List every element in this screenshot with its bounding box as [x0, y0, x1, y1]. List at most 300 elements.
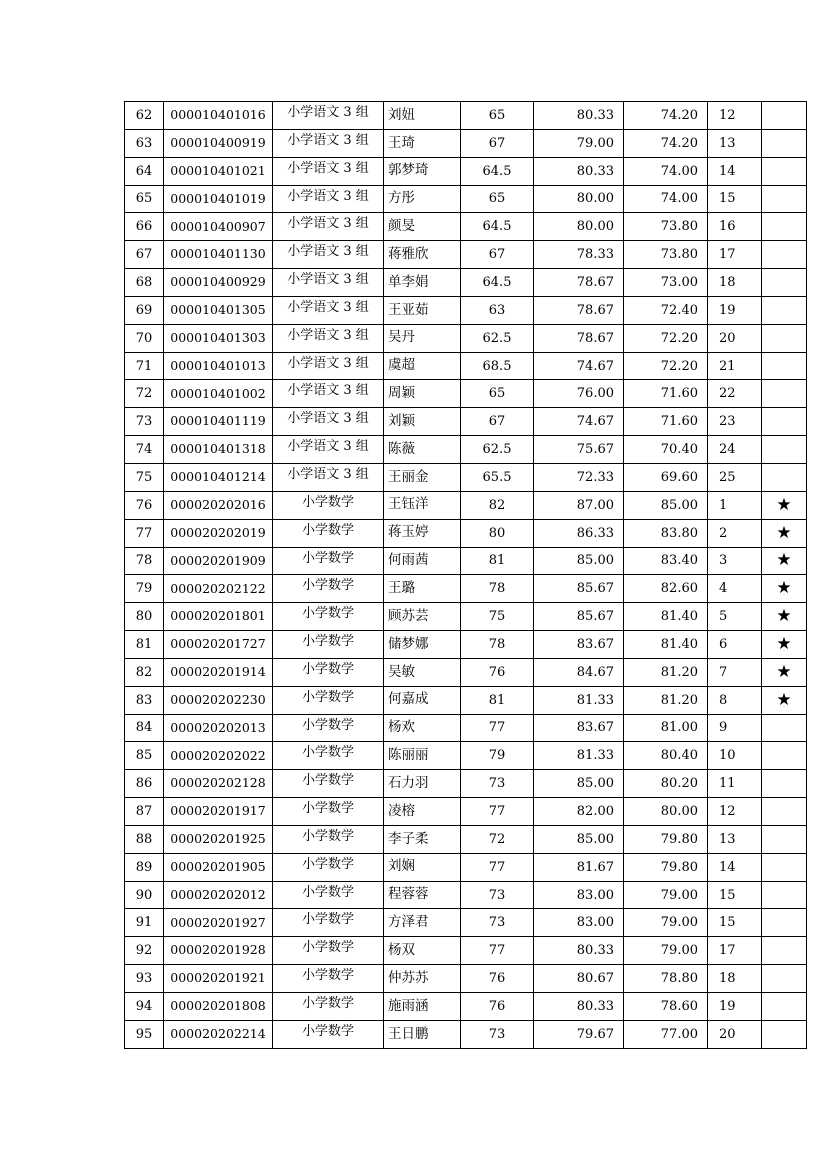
candidate-name: 郭梦琦: [384, 157, 461, 185]
row-number: 74: [125, 436, 164, 464]
table-row: [125, 770, 807, 798]
total-score: 73.80: [624, 241, 708, 269]
interview-score: 75.67: [534, 436, 624, 464]
star-icon: ★: [762, 491, 807, 519]
written-score: 68.5: [461, 352, 534, 380]
total-score: 79.00: [624, 937, 708, 965]
interview-score: 83.67: [534, 631, 624, 659]
table-row: [125, 1020, 807, 1048]
table-row: [125, 993, 807, 1021]
subject-group: 小学数学: [273, 631, 384, 659]
exam-id: 000020202128: [164, 770, 273, 798]
interview-score: 80.00: [534, 185, 624, 213]
exam-id: 000020201808: [164, 993, 273, 1021]
rank: 13: [708, 825, 762, 853]
written-score: 79: [461, 742, 534, 770]
star-icon: [762, 213, 807, 241]
row-number: 65: [125, 185, 164, 213]
rank: 13: [708, 129, 762, 157]
table-row: [125, 157, 807, 185]
table-row: [125, 798, 807, 826]
total-score: 83.40: [624, 547, 708, 575]
exam-id: 000020202122: [164, 575, 273, 603]
interview-score: 83.67: [534, 714, 624, 742]
subject-group: 小学语文 3 组: [273, 269, 384, 297]
candidate-name: 杨双: [384, 937, 461, 965]
candidate-name: 陈丽丽: [384, 742, 461, 770]
subject-group: 小学数学: [273, 658, 384, 686]
subject-group: 小学语文 3 组: [273, 129, 384, 157]
star-icon: [762, 463, 807, 491]
rank: 17: [708, 241, 762, 269]
interview-score: 79.00: [534, 129, 624, 157]
exam-id: 000020201905: [164, 853, 273, 881]
written-score: 73: [461, 770, 534, 798]
subject-group: 小学语文 3 组: [273, 408, 384, 436]
interview-score: 80.33: [534, 102, 624, 130]
exam-id: 000010401013: [164, 352, 273, 380]
exam-id: 000020202012: [164, 881, 273, 909]
table-row: [125, 269, 807, 297]
table-row: [125, 631, 807, 659]
subject-group: 小学语文 3 组: [273, 185, 384, 213]
total-score: 80.00: [624, 798, 708, 826]
interview-score: 78.67: [534, 296, 624, 324]
written-score: 64.5: [461, 213, 534, 241]
interview-score: 80.33: [534, 993, 624, 1021]
exam-id: 000020202013: [164, 714, 273, 742]
subject-group: 小学语文 3 组: [273, 241, 384, 269]
star-icon: [762, 937, 807, 965]
candidate-name: 王琦: [384, 129, 461, 157]
rank: 24: [708, 436, 762, 464]
candidate-name: 蒋玉婷: [384, 519, 461, 547]
candidate-name: 储梦娜: [384, 631, 461, 659]
total-score: 72.20: [624, 352, 708, 380]
rank: 1: [708, 491, 762, 519]
total-score: 80.40: [624, 742, 708, 770]
star-icon: [762, 742, 807, 770]
rank: 23: [708, 408, 762, 436]
row-number: 85: [125, 742, 164, 770]
star-icon: [762, 380, 807, 408]
row-number: 94: [125, 993, 164, 1021]
star-icon: ★: [762, 631, 807, 659]
exam-id: 000010400929: [164, 269, 273, 297]
interview-score: 81.33: [534, 686, 624, 714]
written-score: 64.5: [461, 269, 534, 297]
written-score: 65.5: [461, 463, 534, 491]
written-score: 65: [461, 102, 534, 130]
candidate-name: 石力羽: [384, 770, 461, 798]
exam-id: 000020201909: [164, 547, 273, 575]
written-score: 73: [461, 1020, 534, 1048]
subject-group: 小学数学: [273, 965, 384, 993]
exam-id: 000020201927: [164, 909, 273, 937]
written-score: 65: [461, 185, 534, 213]
row-number: 69: [125, 296, 164, 324]
candidate-name: 王亚茹: [384, 296, 461, 324]
written-score: 67: [461, 241, 534, 269]
row-number: 64: [125, 157, 164, 185]
table-row: [125, 352, 807, 380]
table-row: [125, 102, 807, 130]
written-score: 62.5: [461, 324, 534, 352]
rank: 11: [708, 770, 762, 798]
subject-group: 小学数学: [273, 770, 384, 798]
rank: 12: [708, 798, 762, 826]
candidate-name: 陈薇: [384, 436, 461, 464]
table-row: [125, 686, 807, 714]
candidate-name: 杨欢: [384, 714, 461, 742]
exam-id: 000020201727: [164, 631, 273, 659]
row-number: 84: [125, 714, 164, 742]
exam-id: 000010401305: [164, 296, 273, 324]
exam-id: 000010401318: [164, 436, 273, 464]
candidate-name: 吴丹: [384, 324, 461, 352]
interview-score: 80.33: [534, 937, 624, 965]
interview-score: 85.67: [534, 575, 624, 603]
exam-id: 000020202016: [164, 491, 273, 519]
interview-score: 74.67: [534, 408, 624, 436]
table-row: [125, 241, 807, 269]
rank: 15: [708, 881, 762, 909]
candidate-name: 蒋雅欣: [384, 241, 461, 269]
written-score: 75: [461, 603, 534, 631]
written-score: 81: [461, 686, 534, 714]
exam-id: 000010401130: [164, 241, 273, 269]
rank: 10: [708, 742, 762, 770]
rank: 12: [708, 102, 762, 130]
table-row: [125, 881, 807, 909]
subject-group: 小学语文 3 组: [273, 157, 384, 185]
exam-id: 000020202214: [164, 1020, 273, 1048]
row-number: 80: [125, 603, 164, 631]
subject-group: 小学语文 3 组: [273, 324, 384, 352]
total-score: 71.60: [624, 408, 708, 436]
written-score: 73: [461, 909, 534, 937]
exam-id: 000020202230: [164, 686, 273, 714]
row-number: 72: [125, 380, 164, 408]
star-icon: [762, 296, 807, 324]
table-row: [125, 463, 807, 491]
exam-id: 000020201928: [164, 937, 273, 965]
row-number: 88: [125, 825, 164, 853]
written-score: 77: [461, 937, 534, 965]
interview-score: 79.67: [534, 1020, 624, 1048]
rank: 5: [708, 603, 762, 631]
candidate-name: 单李娟: [384, 269, 461, 297]
row-number: 70: [125, 324, 164, 352]
written-score: 62.5: [461, 436, 534, 464]
table-row: [125, 491, 807, 519]
star-icon: ★: [762, 519, 807, 547]
written-score: 72: [461, 825, 534, 853]
exam-id: 000020201917: [164, 798, 273, 826]
total-score: 70.40: [624, 436, 708, 464]
row-number: 76: [125, 491, 164, 519]
rank: 6: [708, 631, 762, 659]
star-icon: [762, 993, 807, 1021]
candidate-name: 吴敏: [384, 658, 461, 686]
interview-score: 81.67: [534, 853, 624, 881]
written-score: 67: [461, 129, 534, 157]
row-number: 83: [125, 686, 164, 714]
total-score: 81.40: [624, 603, 708, 631]
rank: 14: [708, 853, 762, 881]
exam-id: 000010401303: [164, 324, 273, 352]
rank: 21: [708, 352, 762, 380]
subject-group: 小学语文 3 组: [273, 436, 384, 464]
rank: 19: [708, 296, 762, 324]
candidate-name: 程蓉蓉: [384, 881, 461, 909]
exam-id: 000010400907: [164, 213, 273, 241]
total-score: 69.60: [624, 463, 708, 491]
candidate-name: 王丽金: [384, 463, 461, 491]
row-number: 66: [125, 213, 164, 241]
total-score: 73.00: [624, 269, 708, 297]
total-score: 80.20: [624, 770, 708, 798]
rank: 3: [708, 547, 762, 575]
interview-score: 72.33: [534, 463, 624, 491]
row-number: 67: [125, 241, 164, 269]
candidate-name: 施雨涵: [384, 993, 461, 1021]
table-row: [125, 324, 807, 352]
interview-score: 84.67: [534, 658, 624, 686]
subject-group: 小学数学: [273, 798, 384, 826]
rank: 25: [708, 463, 762, 491]
star-icon: [762, 965, 807, 993]
interview-score: 74.67: [534, 352, 624, 380]
interview-score: 85.67: [534, 603, 624, 631]
star-icon: [762, 352, 807, 380]
table-row: [125, 380, 807, 408]
star-icon: [762, 714, 807, 742]
exam-id: 000010401016: [164, 102, 273, 130]
written-score: 81: [461, 547, 534, 575]
rank: 15: [708, 909, 762, 937]
rank: 14: [708, 157, 762, 185]
star-icon: [762, 408, 807, 436]
subject-group: 小学数学: [273, 937, 384, 965]
star-icon: [762, 157, 807, 185]
table-row: [125, 436, 807, 464]
total-score: 74.00: [624, 157, 708, 185]
candidate-name: 颜旻: [384, 213, 461, 241]
interview-score: 78.33: [534, 241, 624, 269]
interview-score: 82.00: [534, 798, 624, 826]
total-score: 72.20: [624, 324, 708, 352]
table-row: [125, 853, 807, 881]
rank: 18: [708, 269, 762, 297]
row-number: 91: [125, 909, 164, 937]
candidate-name: 王日鹏: [384, 1020, 461, 1048]
subject-group: 小学数学: [273, 825, 384, 853]
subject-group: 小学数学: [273, 853, 384, 881]
candidate-name: 王钰洋: [384, 491, 461, 519]
candidate-name: 虞超: [384, 352, 461, 380]
subject-group: 小学语文 3 组: [273, 213, 384, 241]
subject-group: 小学数学: [273, 742, 384, 770]
star-icon: ★: [762, 603, 807, 631]
interview-score: 87.00: [534, 491, 624, 519]
total-score: 81.00: [624, 714, 708, 742]
interview-score: 78.67: [534, 324, 624, 352]
subject-group: 小学数学: [273, 575, 384, 603]
rank: 20: [708, 1020, 762, 1048]
star-icon: [762, 770, 807, 798]
subject-group: 小学数学: [273, 686, 384, 714]
written-score: 76: [461, 993, 534, 1021]
score-table-body: [125, 102, 807, 1049]
rank: 15: [708, 185, 762, 213]
subject-group: 小学数学: [273, 909, 384, 937]
written-score: 63: [461, 296, 534, 324]
interview-score: 83.00: [534, 881, 624, 909]
interview-score: 85.00: [534, 770, 624, 798]
interview-score: 78.67: [534, 269, 624, 297]
interview-score: 86.33: [534, 519, 624, 547]
total-score: 73.80: [624, 213, 708, 241]
total-score: 71.60: [624, 380, 708, 408]
subject-group: 小学数学: [273, 714, 384, 742]
subject-group: 小学数学: [273, 519, 384, 547]
subject-group: 小学数学: [273, 491, 384, 519]
candidate-name: 何雨茜: [384, 547, 461, 575]
star-icon: [762, 324, 807, 352]
candidate-name: 凌榕: [384, 798, 461, 826]
star-icon: ★: [762, 658, 807, 686]
total-score: 81.40: [624, 631, 708, 659]
row-number: 63: [125, 129, 164, 157]
total-score: 78.80: [624, 965, 708, 993]
table-row: [125, 742, 807, 770]
rank: 22: [708, 380, 762, 408]
total-score: 72.40: [624, 296, 708, 324]
candidate-name: 刘颖: [384, 408, 461, 436]
exam-id: 000020201925: [164, 825, 273, 853]
subject-group: 小学语文 3 组: [273, 352, 384, 380]
row-number: 79: [125, 575, 164, 603]
candidate-name: 王璐: [384, 575, 461, 603]
star-icon: [762, 241, 807, 269]
star-icon: [762, 102, 807, 130]
rank: 20: [708, 324, 762, 352]
star-icon: [762, 798, 807, 826]
total-score: 79.80: [624, 853, 708, 881]
written-score: 65: [461, 380, 534, 408]
exam-id: 000020201914: [164, 658, 273, 686]
total-score: 79.00: [624, 881, 708, 909]
exam-id: 000010401019: [164, 185, 273, 213]
subject-group: 小学语文 3 组: [273, 380, 384, 408]
table-row: [125, 825, 807, 853]
interview-score: 80.33: [534, 157, 624, 185]
rank: 2: [708, 519, 762, 547]
total-score: 78.60: [624, 993, 708, 1021]
rank: 16: [708, 213, 762, 241]
written-score: 82: [461, 491, 534, 519]
rank: 19: [708, 993, 762, 1021]
row-number: 73: [125, 408, 164, 436]
written-score: 77: [461, 714, 534, 742]
total-score: 79.00: [624, 909, 708, 937]
row-number: 68: [125, 269, 164, 297]
table-row: [125, 547, 807, 575]
exam-id: 000010401214: [164, 463, 273, 491]
star-icon: [762, 881, 807, 909]
candidate-name: 仲苏苏: [384, 965, 461, 993]
written-score: 67: [461, 408, 534, 436]
exam-id: 000010401002: [164, 380, 273, 408]
exam-id: 000010400919: [164, 129, 273, 157]
total-score: 81.20: [624, 686, 708, 714]
star-icon: ★: [762, 575, 807, 603]
row-number: 87: [125, 798, 164, 826]
row-number: 95: [125, 1020, 164, 1048]
exam-id: 000020201801: [164, 603, 273, 631]
subject-group: 小学数学: [273, 881, 384, 909]
row-number: 78: [125, 547, 164, 575]
total-score: 82.60: [624, 575, 708, 603]
row-number: 62: [125, 102, 164, 130]
written-score: 73: [461, 881, 534, 909]
candidate-name: 方泽君: [384, 909, 461, 937]
subject-group: 小学语文 3 组: [273, 296, 384, 324]
subject-group: 小学语文 3 组: [273, 463, 384, 491]
row-number: 93: [125, 965, 164, 993]
table-row: [125, 408, 807, 436]
rank: 4: [708, 575, 762, 603]
total-score: 81.20: [624, 658, 708, 686]
interview-score: 85.00: [534, 547, 624, 575]
total-score: 74.20: [624, 129, 708, 157]
row-number: 81: [125, 631, 164, 659]
interview-score: 80.67: [534, 965, 624, 993]
interview-score: 83.00: [534, 909, 624, 937]
star-icon: [762, 853, 807, 881]
interview-score: 85.00: [534, 825, 624, 853]
written-score: 76: [461, 658, 534, 686]
written-score: 78: [461, 631, 534, 659]
row-number: 89: [125, 853, 164, 881]
table-row: [125, 129, 807, 157]
subject-group: 小学数学: [273, 1020, 384, 1048]
written-score: 77: [461, 853, 534, 881]
written-score: 77: [461, 798, 534, 826]
table-row: [125, 909, 807, 937]
row-number: 92: [125, 937, 164, 965]
table-row: [125, 714, 807, 742]
row-number: 82: [125, 658, 164, 686]
star-icon: [762, 436, 807, 464]
candidate-name: 方彤: [384, 185, 461, 213]
rank: 17: [708, 937, 762, 965]
interview-score: 81.33: [534, 742, 624, 770]
total-score: 77.00: [624, 1020, 708, 1048]
star-icon: ★: [762, 686, 807, 714]
table-row: [125, 296, 807, 324]
rank: 9: [708, 714, 762, 742]
exam-id: 000020201921: [164, 965, 273, 993]
row-number: 77: [125, 519, 164, 547]
candidate-name: 周颖: [384, 380, 461, 408]
written-score: 78: [461, 575, 534, 603]
star-icon: [762, 185, 807, 213]
table-row: [125, 658, 807, 686]
written-score: 80: [461, 519, 534, 547]
candidate-name: 李子柔: [384, 825, 461, 853]
